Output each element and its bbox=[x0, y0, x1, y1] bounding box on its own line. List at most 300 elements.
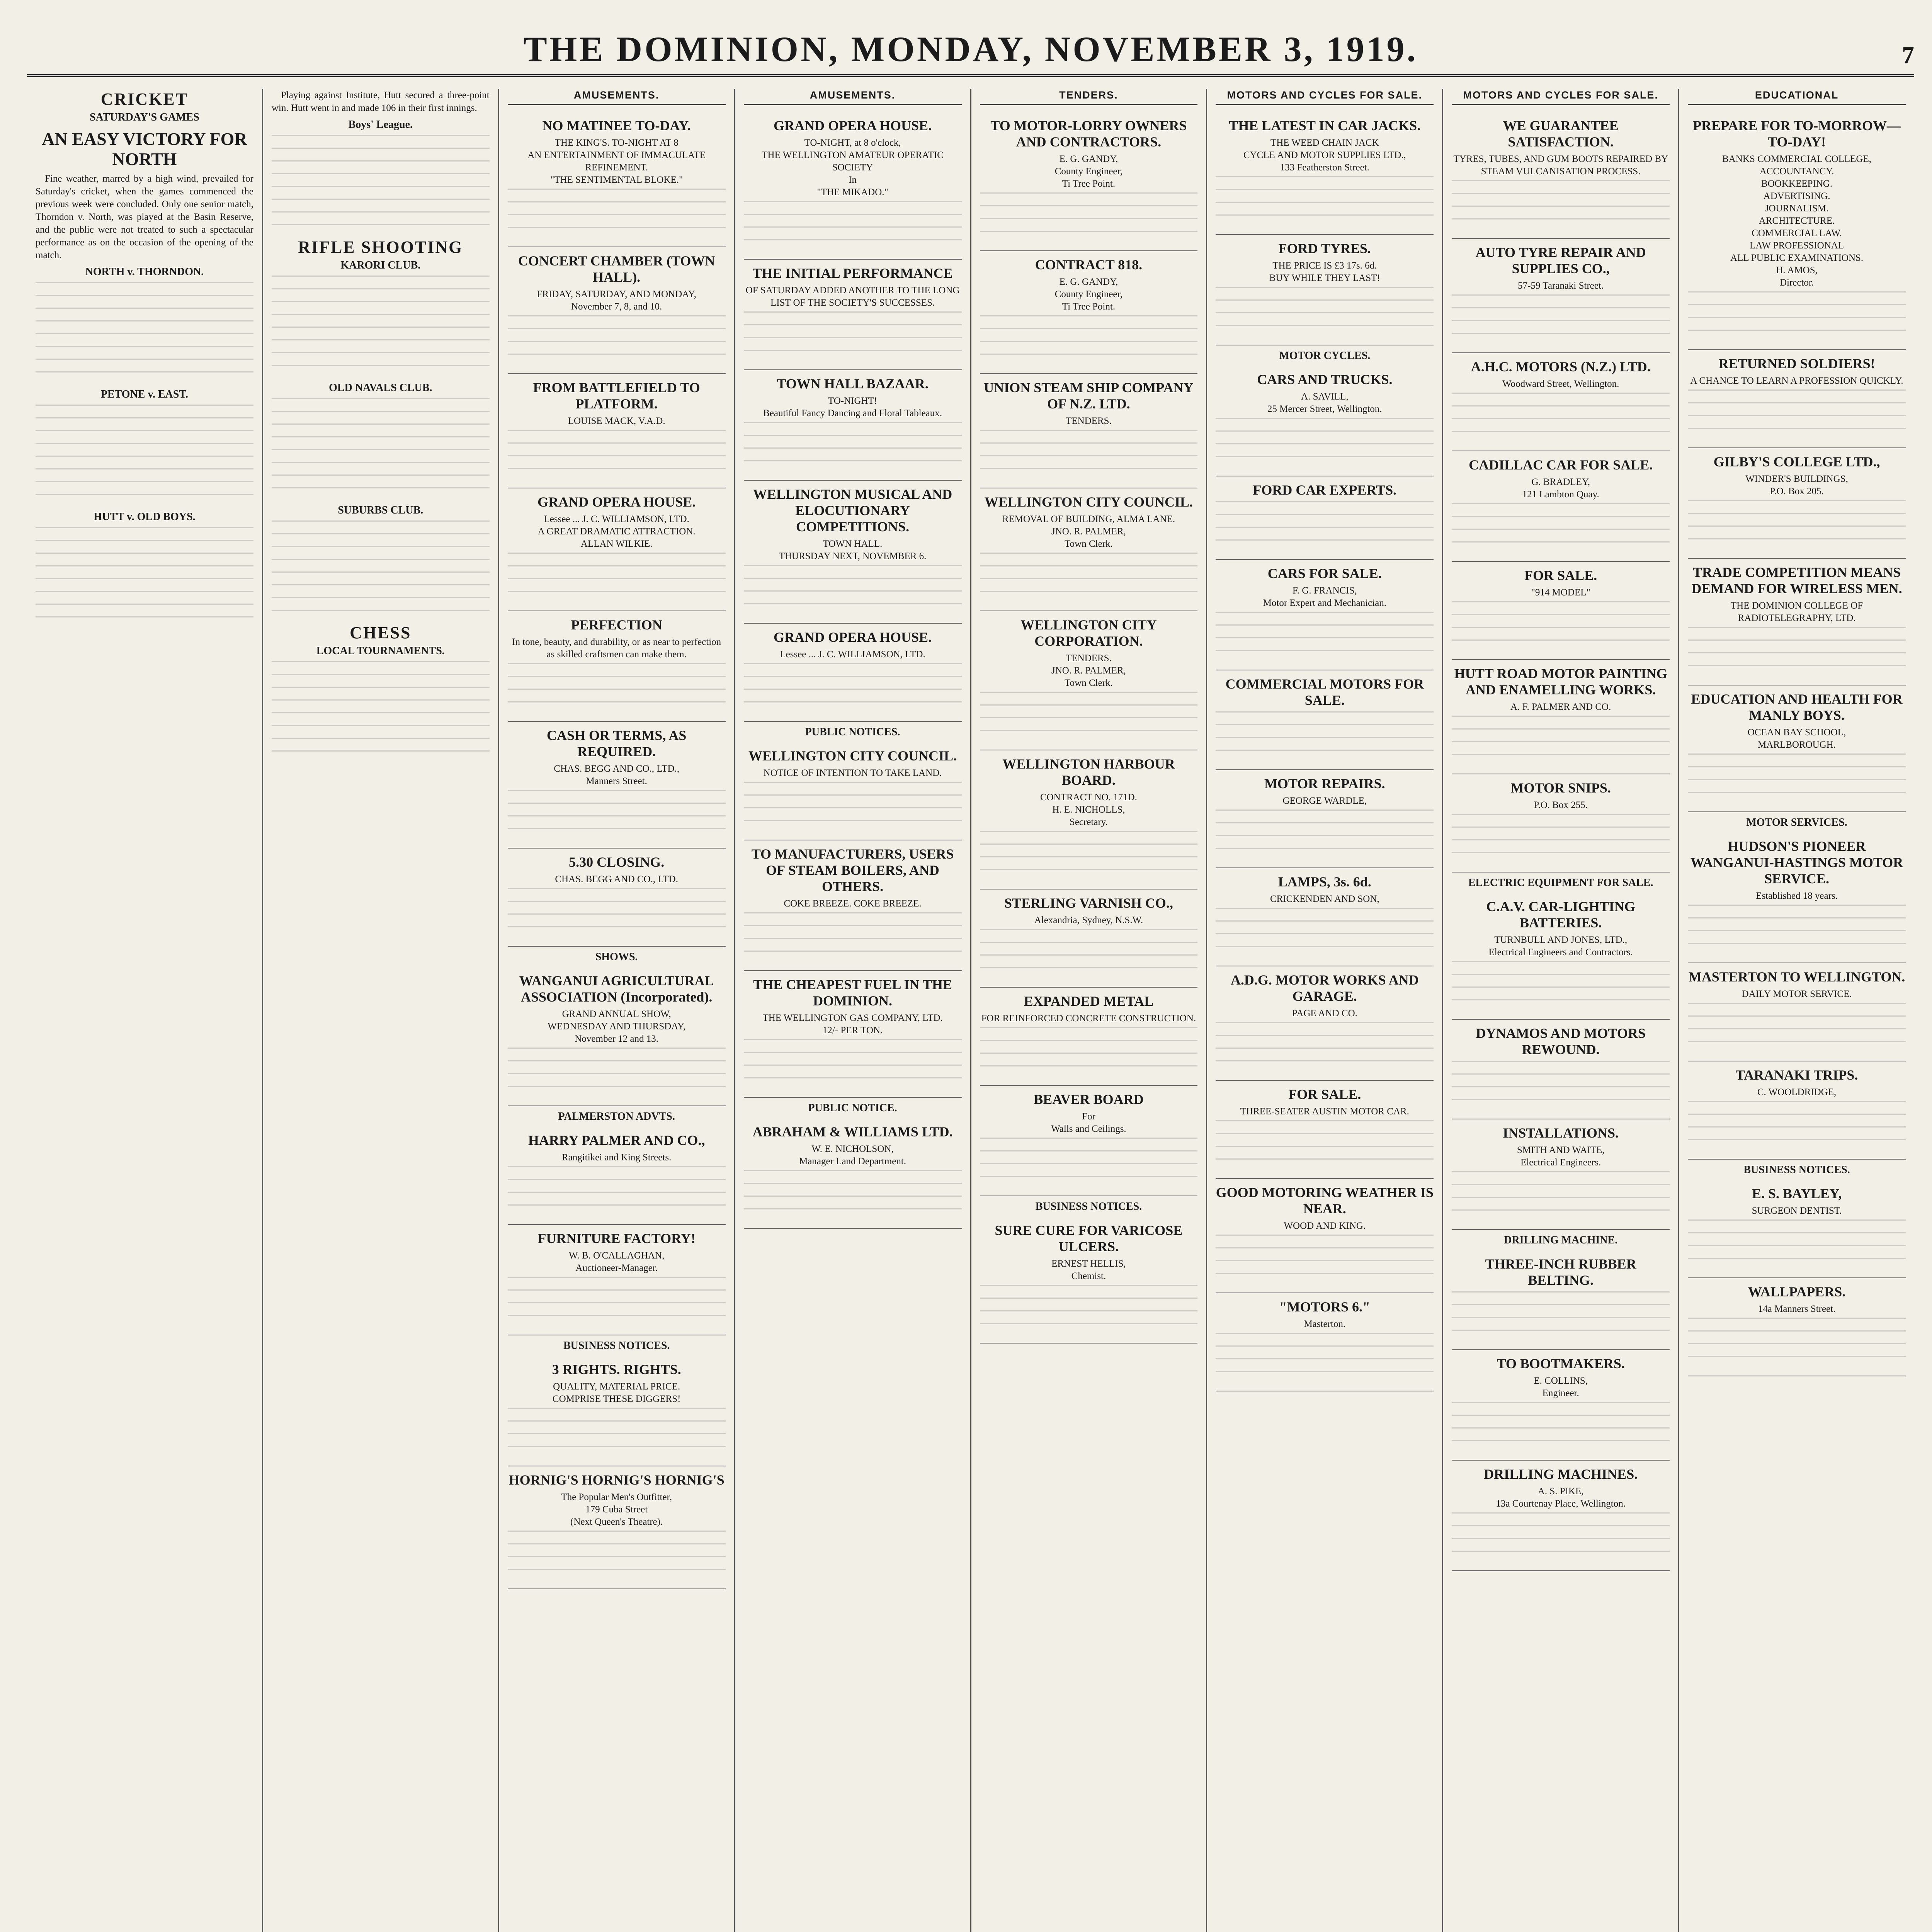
column-1 bbox=[27, 89, 263, 1932]
sub-heading: SUBURBS CLUB. bbox=[338, 504, 423, 516]
ad-title: RETURNED SOLDIERS! bbox=[1718, 356, 1875, 371]
ad-body bbox=[980, 276, 1198, 313]
ad-line: CRICKENDEN AND SON, bbox=[1270, 894, 1379, 904]
ad-line: Woodward Street, Wellington. bbox=[1502, 379, 1619, 389]
ad-line: FOR REINFORCED CONCRETE CONSTRUCTION. bbox=[981, 1013, 1196, 1024]
advertisement bbox=[980, 750, 1198, 889]
ad-line: Masterton. bbox=[1304, 1319, 1346, 1329]
advertisement bbox=[508, 488, 726, 611]
ad-line: QUALITY, MATERIAL PRICE. bbox=[553, 1381, 680, 1392]
ad-text-block bbox=[1452, 180, 1670, 226]
advertisement bbox=[1688, 1180, 1906, 1278]
ad-line: 25 Mercer Street, Wellington. bbox=[1267, 404, 1382, 414]
column-4 bbox=[735, 89, 971, 1932]
ad-body bbox=[980, 1111, 1198, 1135]
ad-line: Walls and Ceilings. bbox=[1051, 1124, 1126, 1134]
ad-text-block bbox=[1216, 612, 1434, 658]
ad-title: LAMPS, 3s. 6d. bbox=[1278, 874, 1371, 889]
advertisement bbox=[1688, 448, 1906, 559]
advertisement bbox=[980, 1086, 1198, 1196]
ad-line: JNO. R. PALMER, bbox=[1051, 526, 1126, 537]
sub-heading: SATURDAY'S GAMES bbox=[89, 111, 199, 123]
ad-title: AUTO TYRE REPAIR AND SUPPLIES CO., bbox=[1475, 245, 1646, 276]
ad-line: COMPRISE THESE DIGGERS! bbox=[552, 1394, 681, 1404]
ad-text-block bbox=[1452, 1512, 1670, 1559]
ad-body bbox=[1452, 1485, 1670, 1510]
ad-line: REMOVAL OF BUILDING, ALMA LANE. bbox=[1002, 514, 1175, 524]
sub-heading: ELECTRIC EQUIPMENT FOR SALE. bbox=[1468, 877, 1653, 889]
ad-body bbox=[508, 288, 726, 313]
ad-title: TRADE COMPETITION MEANS DEMAND FOR WIRELESS MEN. bbox=[1691, 565, 1902, 596]
ad-body bbox=[508, 1381, 726, 1405]
ad-text-block bbox=[1452, 601, 1670, 648]
ad-title: PREPARE FOR TO-MORROW—TO-DAY! bbox=[1693, 118, 1901, 150]
ad-body bbox=[980, 153, 1198, 190]
ad-title: CARS FOR SALE. bbox=[1267, 566, 1382, 581]
article-paragraph: Fine weather, marred by a high wind, prevailed for Saturday's cricket, when the games commenced the previous week were concluded. Only one senior match, Thorndon v. North, was played at the Basin Reserve, and the public were not treated to such a spectacular performance as on the occasion of the opening of the match. bbox=[36, 173, 253, 260]
ad-text-block bbox=[1452, 961, 1670, 1007]
advertisement bbox=[744, 1118, 962, 1229]
advertisement bbox=[1216, 476, 1434, 560]
ad-body bbox=[744, 1143, 962, 1168]
ad-line: County Engineer, bbox=[1054, 289, 1123, 299]
ad-text-block bbox=[508, 790, 726, 836]
ad-title: 3 RIGHTS. RIGHTS. bbox=[552, 1362, 681, 1377]
ad-title: "MOTORS 6." bbox=[1279, 1299, 1370, 1315]
ad-body bbox=[508, 1151, 726, 1164]
ad-body bbox=[508, 1491, 726, 1528]
ad-line: THE WELLINGTON GAS COMPANY, LTD. bbox=[762, 1013, 943, 1023]
ad-body bbox=[1688, 988, 1906, 1000]
ad-line: A GREAT DRAMATIC ATTRACTION. bbox=[537, 526, 696, 537]
ad-text-block bbox=[1216, 1022, 1434, 1068]
advertisement bbox=[980, 1217, 1198, 1344]
ad-line: CHAS. BEGG AND CO., LTD., bbox=[554, 764, 680, 774]
ad-title: E. S. BAYLEY, bbox=[1752, 1186, 1842, 1201]
ad-line: P.O. Box 255. bbox=[1534, 800, 1588, 810]
ad-text-block bbox=[508, 888, 726, 934]
ad-line: THE PRICE IS £3 17s. 6d. bbox=[1272, 260, 1377, 271]
ad-text-block bbox=[1216, 418, 1434, 464]
ad-line: ALLAN WILKIE. bbox=[580, 539, 653, 549]
ad-line: Director. bbox=[1779, 277, 1814, 288]
advertisement bbox=[508, 1356, 726, 1466]
sub-heading: MOTOR SERVICES. bbox=[1746, 816, 1847, 828]
ad-line: ERNEST HELLIS, bbox=[1051, 1259, 1126, 1269]
ad-line: Rangitikei and King Streets. bbox=[562, 1152, 672, 1163]
ad-text-block bbox=[508, 1531, 726, 1577]
ad-body bbox=[508, 1250, 726, 1274]
ad-line: JOURNALISM. bbox=[1765, 203, 1829, 214]
ad-title: GRAND OPERA HOUSE. bbox=[774, 629, 932, 645]
advertisement bbox=[1688, 1061, 1906, 1160]
ad-line: BUY WHILE THEY LAST! bbox=[1269, 273, 1380, 283]
ad-body bbox=[1688, 473, 1906, 498]
ad-body bbox=[508, 763, 726, 787]
ad-line: Electrical Engineers. bbox=[1520, 1157, 1601, 1168]
advertisement bbox=[1452, 112, 1670, 239]
ad-line: NOTICE OF INTENTION TO TAKE LAND. bbox=[763, 768, 942, 778]
ad-line: COKE BREEZE. COKE BREEZE. bbox=[784, 898, 922, 909]
ad-body bbox=[1452, 701, 1670, 713]
ad-text-block bbox=[1216, 1333, 1434, 1379]
text-column-block bbox=[272, 520, 490, 621]
ad-body bbox=[1688, 153, 1906, 289]
ad-body bbox=[980, 652, 1198, 689]
headline: AN EASY VICTORY FOR NORTH bbox=[42, 129, 247, 169]
ad-text-block bbox=[744, 565, 962, 611]
ad-line: "THE MIKADO." bbox=[817, 187, 888, 197]
ad-text-block bbox=[1216, 810, 1434, 856]
ad-title: A.D.G. MOTOR WORKS AND GARAGE. bbox=[1230, 972, 1419, 1004]
column-8 bbox=[1679, 89, 1914, 1932]
advertisement bbox=[1452, 1461, 1670, 1571]
ad-line: 133 Featherston Street. bbox=[1280, 162, 1369, 173]
ad-text-block bbox=[744, 782, 962, 828]
ad-title: GOOD MOTORING WEATHER IS NEAR. bbox=[1216, 1185, 1434, 1216]
ad-line: A. S. PIKE, bbox=[1537, 1486, 1584, 1497]
sub-heading: KARORI CLUB. bbox=[340, 259, 421, 271]
ad-title: HARRY PALMER AND CO., bbox=[528, 1133, 705, 1148]
ad-line: E. G. GANDY, bbox=[1059, 154, 1118, 164]
ad-title: WELLINGTON CITY COUNCIL. bbox=[748, 748, 957, 764]
ad-line: H. E. NICHOLLS, bbox=[1052, 804, 1125, 815]
ad-line: Manners Street. bbox=[586, 776, 647, 786]
ad-title: FURNITURE FACTORY! bbox=[537, 1231, 696, 1246]
ad-body bbox=[1216, 1220, 1434, 1232]
sub-heading: PUBLIC NOTICES. bbox=[805, 726, 900, 738]
ad-title: THREE-INCH RUBBER BELTING. bbox=[1485, 1256, 1636, 1288]
ad-title: SURE CURE FOR VARICOSE ULCERS. bbox=[995, 1223, 1183, 1254]
ad-text-block bbox=[744, 1170, 962, 1216]
ad-line: 121 Lambton Quay. bbox=[1522, 489, 1599, 500]
ad-line: MARLBOROUGH. bbox=[1758, 740, 1836, 750]
advertisement bbox=[508, 374, 726, 488]
ad-title: HUTT ROAD MOTOR PAINTING AND ENAMELLING WORKS. bbox=[1454, 666, 1667, 697]
advertisement bbox=[1452, 239, 1670, 353]
ad-title: CONCERT CHAMBER (TOWN HALL). bbox=[518, 253, 715, 285]
ad-line: Ti Tree Point. bbox=[1062, 179, 1116, 189]
page-title: THE DOMINION, MONDAY, NOVEMBER 3, 1919. bbox=[523, 29, 1418, 69]
ad-text-block bbox=[1216, 908, 1434, 954]
ad-title: THE CHEAPEST FUEL IN THE DOMINION. bbox=[753, 977, 952, 1009]
article-paragraph: Playing against Institute, Hutt secured a three-point win. Hutt went in and made 106 in their first innings. bbox=[271, 90, 490, 113]
advertisement bbox=[744, 624, 962, 722]
advertisement bbox=[1688, 963, 1906, 1061]
column-header: AMUSEMENTS. bbox=[744, 89, 962, 105]
advertisement bbox=[744, 260, 962, 370]
ad-title: CARS AND TRUCKS. bbox=[1257, 372, 1393, 387]
ad-line: CYCLE AND MOTOR SUPPLIES LTD., bbox=[1243, 150, 1406, 160]
ad-title: FORD CAR EXPERTS. bbox=[1253, 482, 1397, 498]
ad-line: P.O. Box 205. bbox=[1770, 486, 1824, 497]
ad-title: WELLINGTON HARBOUR BOARD. bbox=[1002, 756, 1175, 788]
text-column-block bbox=[36, 527, 253, 628]
ad-line: WOOD AND KING. bbox=[1284, 1221, 1366, 1231]
masthead bbox=[27, 23, 1914, 77]
ad-body bbox=[980, 1258, 1198, 1282]
advertisement bbox=[508, 722, 726, 849]
sub-heading: HUTT v. OLD BOYS. bbox=[94, 511, 196, 523]
ad-title: FOR SALE. bbox=[1524, 568, 1597, 583]
ad-text-block bbox=[744, 311, 962, 358]
advertisement bbox=[508, 611, 726, 722]
ad-text-block bbox=[1688, 1003, 1906, 1049]
ad-text-block bbox=[744, 663, 962, 709]
ad-body bbox=[508, 415, 726, 427]
ad-text-block bbox=[744, 422, 962, 468]
ad-text-block bbox=[980, 831, 1198, 877]
ad-text-block bbox=[1688, 291, 1906, 338]
advertisement bbox=[744, 370, 962, 481]
advertisement bbox=[1452, 562, 1670, 660]
advertisement bbox=[1452, 1119, 1670, 1230]
ad-line: TOWN HALL. bbox=[823, 539, 883, 549]
advertisement bbox=[1216, 770, 1434, 868]
ad-line: BANKS COMMERCIAL COLLEGE, bbox=[1722, 154, 1871, 164]
sub-heading: BUSINESS NOTICES. bbox=[563, 1340, 670, 1352]
ad-body bbox=[1452, 378, 1670, 390]
ad-line: TO-NIGHT, at 8 o'clock, bbox=[804, 138, 901, 148]
ad-body bbox=[1216, 795, 1434, 807]
advertisement bbox=[1452, 1020, 1670, 1119]
ad-line: "THE SENTIMENTAL BLOKE." bbox=[550, 175, 683, 185]
ad-text-block bbox=[1452, 1061, 1670, 1107]
ad-line: ACCOUNTANCY. bbox=[1759, 166, 1834, 177]
ad-title: EXPANDED METAL bbox=[1024, 993, 1154, 1009]
ad-title: MOTOR SNIPS. bbox=[1510, 780, 1611, 796]
ad-title: WE GUARANTEE SATISFACTION. bbox=[1503, 118, 1619, 150]
advertisement bbox=[1688, 685, 1906, 812]
section-title: CHESS bbox=[350, 623, 412, 642]
ad-line: CONTRACT NO. 171D. bbox=[1040, 792, 1137, 803]
ad-line: November 12 and 13. bbox=[575, 1034, 658, 1044]
ad-body bbox=[1688, 375, 1906, 387]
ad-body bbox=[1216, 1007, 1434, 1020]
ad-body bbox=[744, 1012, 962, 1037]
column-5 bbox=[971, 89, 1208, 1932]
section-title: CRICKET bbox=[100, 90, 189, 109]
ad-title: TO MOTOR-LORRY OWNERS AND CONTRACTORS. bbox=[990, 118, 1187, 150]
ad-line: CHAS. BEGG AND CO., LTD. bbox=[555, 874, 678, 884]
ad-title: THE INITIAL PERFORMANCE bbox=[752, 265, 953, 281]
ad-body bbox=[1688, 600, 1906, 624]
advertisement bbox=[508, 1466, 726, 1589]
ad-body bbox=[744, 767, 962, 779]
sub-heading: PUBLIC NOTICE. bbox=[808, 1102, 897, 1114]
ad-body bbox=[508, 636, 726, 661]
advertisement bbox=[1452, 1250, 1670, 1350]
ad-title: MOTOR REPAIRS. bbox=[1264, 776, 1385, 791]
ad-body bbox=[744, 395, 962, 420]
ad-text-block bbox=[1216, 501, 1434, 548]
ad-text-block bbox=[1688, 753, 1906, 800]
ad-line: BOOKKEEPING. bbox=[1761, 179, 1833, 189]
ad-title: FOR SALE. bbox=[1288, 1087, 1361, 1102]
sub-heading: DRILLING MACHINE. bbox=[1504, 1234, 1618, 1246]
ad-text-block bbox=[744, 1039, 962, 1085]
sub-heading: SHOWS. bbox=[595, 951, 638, 963]
ad-body bbox=[1216, 137, 1434, 174]
ad-line: Town Clerk. bbox=[1065, 539, 1113, 549]
ad-line: H. AMOS, bbox=[1776, 265, 1818, 276]
ad-text-block bbox=[1216, 176, 1434, 223]
ad-text-block bbox=[1216, 287, 1434, 333]
ad-line: C. WOOLDRIDGE, bbox=[1757, 1087, 1837, 1097]
ad-text-block bbox=[980, 1138, 1198, 1184]
advertisement bbox=[1216, 868, 1434, 966]
ad-text-block bbox=[508, 189, 726, 235]
ad-line: For bbox=[1082, 1111, 1095, 1122]
advertisement bbox=[508, 1127, 726, 1225]
ad-title: C.A.V. CAR-LIGHTING BATTERIES. bbox=[1486, 899, 1635, 930]
ad-body bbox=[1688, 726, 1906, 751]
advertisement bbox=[1216, 1179, 1434, 1293]
ad-line: PAGE AND CO. bbox=[1292, 1008, 1357, 1019]
column-header: AMUSEMENTS. bbox=[508, 89, 726, 105]
ad-line: E. G. GANDY, bbox=[1059, 277, 1118, 287]
ad-body bbox=[1452, 476, 1670, 501]
ad-line: ADVERTISING. bbox=[1763, 191, 1830, 201]
ad-text-block bbox=[1452, 716, 1670, 762]
ad-body bbox=[1452, 934, 1670, 959]
ad-title: CONTRACT 818. bbox=[1035, 257, 1143, 272]
ad-body bbox=[1452, 280, 1670, 292]
ad-text-block bbox=[1452, 1171, 1670, 1218]
ad-text-block bbox=[508, 1048, 726, 1094]
ad-text-block bbox=[1216, 1120, 1434, 1167]
ad-text-block bbox=[1452, 503, 1670, 549]
ad-line: In bbox=[849, 175, 857, 185]
ad-body bbox=[980, 914, 1198, 927]
sub-heading: BUSINESS NOTICES. bbox=[1035, 1201, 1142, 1213]
ad-title: NO MATINEE TO-DAY. bbox=[542, 118, 691, 133]
ad-line: TENDERS. bbox=[1066, 416, 1112, 426]
ad-title: WANGANUI AGRICULTURAL ASSOCIATION (Incorporated). bbox=[519, 973, 714, 1005]
ad-text-block bbox=[1688, 905, 1906, 951]
ad-body bbox=[744, 648, 962, 661]
ad-text-block bbox=[1688, 1318, 1906, 1364]
ad-line: 12/- PER TON. bbox=[822, 1025, 883, 1036]
sub-heading: MOTOR CYCLES. bbox=[1279, 350, 1371, 362]
ad-text-block bbox=[1688, 500, 1906, 546]
ad-body bbox=[744, 284, 962, 309]
ad-line: November 7, 8, and 10. bbox=[571, 301, 662, 312]
advertisement bbox=[508, 112, 726, 247]
ad-title: CADILLAC CAR FOR SALE. bbox=[1469, 457, 1653, 473]
text-column-block bbox=[272, 276, 490, 376]
text-column-block bbox=[36, 405, 253, 505]
ad-line: GRAND ANNUAL SHOW, bbox=[562, 1009, 671, 1019]
text-column-block bbox=[272, 398, 490, 498]
ad-text-block bbox=[980, 315, 1198, 362]
ad-title: HUDSON'S PIONEER WANGANUI-HASTINGS MOTOR SERVICE. bbox=[1690, 838, 1903, 886]
advertisement bbox=[1688, 112, 1906, 350]
ad-line: SMITH AND WAITE, bbox=[1517, 1145, 1605, 1155]
ad-line: LOUISE MACK, V.A.D. bbox=[568, 416, 665, 426]
ad-line: TYRES, TUBES, AND GUM BOOTS REPAIRED BY STEAM VULCANISATION PROCESS. bbox=[1453, 154, 1668, 177]
advertisement bbox=[980, 251, 1198, 374]
section-title: RIFLE SHOOTING bbox=[298, 238, 463, 257]
ad-body bbox=[744, 538, 962, 563]
ad-line: TO-NIGHT! bbox=[828, 396, 878, 406]
ad-body bbox=[1216, 260, 1434, 284]
ad-text-block bbox=[1452, 1291, 1670, 1338]
ad-body bbox=[508, 137, 726, 186]
advertisement bbox=[1216, 670, 1434, 770]
ad-text-block bbox=[1688, 627, 1906, 673]
ad-text-block bbox=[508, 1277, 726, 1323]
ad-line: THE WELLINGTON AMATEUR OPERATIC SOCIETY bbox=[762, 150, 944, 173]
ad-line: THE DOMINION COLLEGE OF RADIOTELEGRAPHY, LTD. bbox=[1730, 600, 1863, 623]
ad-line: DAILY MOTOR SERVICE. bbox=[1742, 989, 1852, 999]
sub-heading: PETONE v. EAST. bbox=[100, 388, 189, 400]
ad-line: A CHANCE TO LEARN A PROFESSION QUICKLY. bbox=[1690, 376, 1903, 386]
ad-line: Beautiful Fancy Dancing and Floral Tableaux. bbox=[763, 408, 942, 418]
ad-text-block bbox=[1452, 814, 1670, 860]
ad-text-block bbox=[980, 1027, 1198, 1073]
ad-title: WALLPAPERS. bbox=[1748, 1284, 1846, 1299]
ad-line: Lessee ... J. C. WILLIAMSON, LTD. bbox=[544, 514, 689, 524]
ad-line: A. SAVILL, bbox=[1301, 391, 1349, 402]
text-column-block bbox=[272, 135, 490, 235]
ad-line: Auctioneer-Manager. bbox=[575, 1263, 658, 1273]
ad-body bbox=[508, 513, 726, 550]
ad-line: THE WEED CHAIN JACK bbox=[1270, 138, 1379, 148]
ad-text-block bbox=[508, 1166, 726, 1213]
ad-line: ARCHITECTURE. bbox=[1759, 216, 1835, 226]
ad-body bbox=[1216, 893, 1434, 905]
ad-line: The Popular Men's Outfitter, bbox=[561, 1492, 672, 1502]
ad-body bbox=[980, 513, 1198, 550]
advertisement bbox=[744, 840, 962, 971]
ad-title: COMMERCIAL MOTORS FOR SALE. bbox=[1225, 676, 1424, 708]
ad-body bbox=[508, 873, 726, 886]
ad-line: Alexandria, Sydney, N.S.W. bbox=[1034, 915, 1143, 925]
ad-line: 14a Manners Street. bbox=[1758, 1304, 1836, 1314]
ad-body bbox=[1452, 587, 1670, 599]
ad-body bbox=[1452, 1375, 1670, 1400]
ad-body bbox=[744, 898, 962, 910]
ad-line: 13a Courtenay Place, Wellington. bbox=[1496, 1498, 1626, 1509]
sub-heading: LOCAL TOURNAMENTS. bbox=[316, 645, 445, 657]
ad-line: "914 MODEL" bbox=[1531, 587, 1590, 598]
column-header: MOTORS AND CYCLES FOR SALE. bbox=[1452, 89, 1670, 105]
ad-line: FRIDAY, SATURDAY, AND MONDAY, bbox=[537, 289, 697, 299]
ad-title: GRAND OPERA HOUSE. bbox=[537, 494, 696, 510]
ad-text-block bbox=[508, 430, 726, 476]
ad-title: PERFECTION bbox=[571, 617, 662, 633]
advertisement bbox=[1452, 353, 1670, 451]
ad-text-block bbox=[980, 1285, 1198, 1331]
ad-line: Secretary. bbox=[1069, 817, 1108, 827]
ad-title: CASH OR TERMS, AS REQUIRED. bbox=[546, 728, 687, 759]
advertisement bbox=[508, 849, 726, 947]
advertisement bbox=[1216, 966, 1434, 1081]
ad-line: WINDER'S BUILDINGS, bbox=[1745, 474, 1848, 484]
ad-text-block bbox=[980, 692, 1198, 738]
ad-title: EDUCATION AND HEALTH FOR MANLY BOYS. bbox=[1691, 691, 1903, 723]
ad-text-block bbox=[1452, 294, 1670, 341]
ad-title: TO MANUFACTURERS, USERS OF STEAM BOILERS, AND OTHERS. bbox=[751, 846, 954, 894]
advertisement bbox=[508, 247, 726, 374]
ad-text-block bbox=[508, 1408, 726, 1454]
ad-line: W. E. NICHOLSON, bbox=[811, 1144, 894, 1154]
sub-heading: PALMERSTON ADVTS. bbox=[558, 1111, 675, 1122]
advertisement bbox=[1216, 235, 1434, 345]
ad-body bbox=[1452, 799, 1670, 811]
ad-line: County Engineer, bbox=[1054, 166, 1123, 177]
